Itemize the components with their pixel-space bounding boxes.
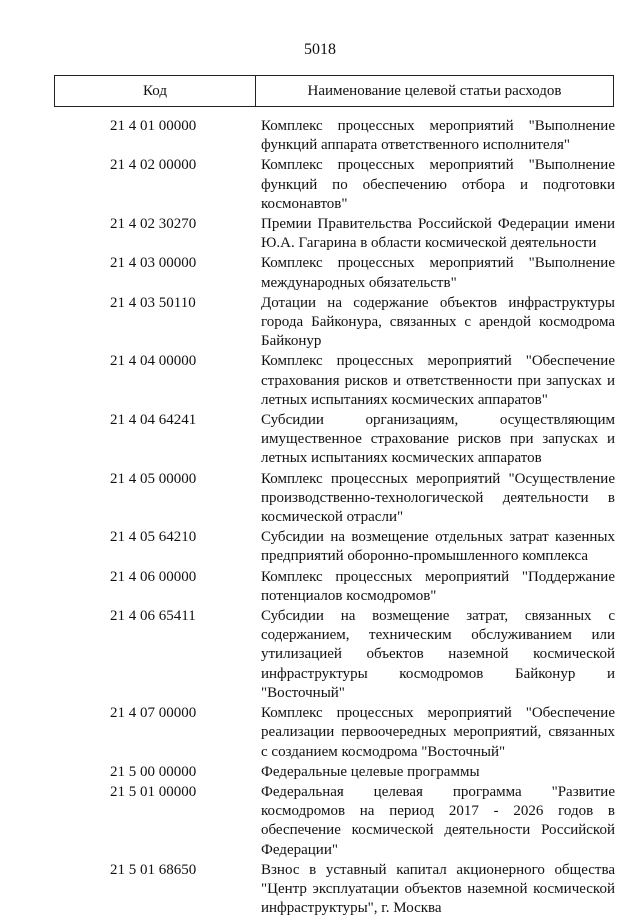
row-name: Комплекс процессных мероприятий "Обеспечение страхования рисков и ответственности при запусках и летных испытаниях космических аппаратов" [261,353,615,408]
row-name: Федеральная целевая программа "Развитие космодромов на период 2017 - 2026 годов в обеспечение космической деятельности Российской Федерации" [261,783,615,858]
table-row [110,156,615,214]
table-row [110,568,615,606]
name-column-header: Наименование целевой статьи расходов [307,82,562,99]
row-name: Субсидии на возмещение отдельных затрат казенных предприятий оборонно-промышленного комплекса [261,529,615,565]
row-code: 21 4 04 64241 [110,412,197,429]
row-name: Субсидии организациям, осуществляющим имущественное страхование рисков при запусках и летных испытаниях космических аппаратов [261,412,615,467]
row-name: Комплекс процессных мероприятий "Выполнение функций аппарата ответственного исполнителя" [261,118,615,154]
row-code: 21 4 01 00000 [110,118,197,134]
table-row [110,861,615,919]
row-code: 21 4 03 50110 [110,294,196,311]
row-code: 21 4 07 00000 [110,705,197,722]
table-row [110,411,615,469]
row-name: Комплекс процессных мероприятий "Выполнение функций по обеспечению отбора и подготовки космонавтов" [261,157,615,212]
table-row [110,117,615,155]
row-code: 21 4 06 00000 [110,568,197,585]
table-row [110,607,615,703]
table-header [54,75,614,107]
row-name: Комплекс процессных мероприятий "Осуществление производственно-технологической деятельности в космической отрасли" [261,470,615,526]
table-row [110,352,615,410]
row-code: 21 4 04 00000 [110,353,197,370]
row-code: 21 4 03 00000 [110,255,197,272]
row-code: 21 5 01 68650 [110,861,197,878]
row-name: Субсидии на возмещение затрат, связанных с содержанием, техническим обслуживанием или утилизацией объектов наземной космической инфраструктуры космодромов Байконур и "Восточный" [261,608,615,701]
page-number: 5018 [304,41,336,58]
row-name: Взнос в уставный капитал акционерного общества "Центр эксплуатации объектов наземной космической инфраструктуры", г. Москва [261,861,615,917]
table-row [110,294,615,352]
table-row [110,763,615,782]
row-name: Комплекс процессных мероприятий "Выполнение международных обязательств" [261,255,615,291]
row-code: 21 5 00 00000 [110,763,197,780]
table-row [110,254,615,292]
row-code: 21 4 06 65411 [110,608,196,625]
row-name: Дотации на содержание объектов инфраструктуры города Байконура, связанных с арендой космодрома Байконур [261,294,615,350]
table-row [110,704,615,762]
row-code: 21 4 02 30270 [110,216,197,233]
row-name: Федеральные целевые программы [261,763,480,780]
row-code: 21 4 05 00000 [110,470,197,487]
row-name: Премии Правительства Российской Федерации имени Ю.А. Гагарина в области космической деятельности [261,216,615,252]
row-code: 21 4 02 00000 [110,157,197,174]
table-row [110,783,615,860]
table-body [110,117,615,919]
row-name: Комплекс процессных мероприятий "Обеспечение реализации первоочередных мероприятий, связанных с созданием космодрома "Восточный" [261,705,615,760]
row-code: 21 5 01 00000 [110,783,197,800]
table-row [110,215,615,253]
code-column-header: Код [55,76,256,106]
table-row [110,528,615,566]
table-row [110,470,615,528]
row-code: 21 4 05 64210 [110,529,197,546]
row-name: Комплекс процессных мероприятий "Поддержание потенциалов космодромов" [261,568,615,604]
